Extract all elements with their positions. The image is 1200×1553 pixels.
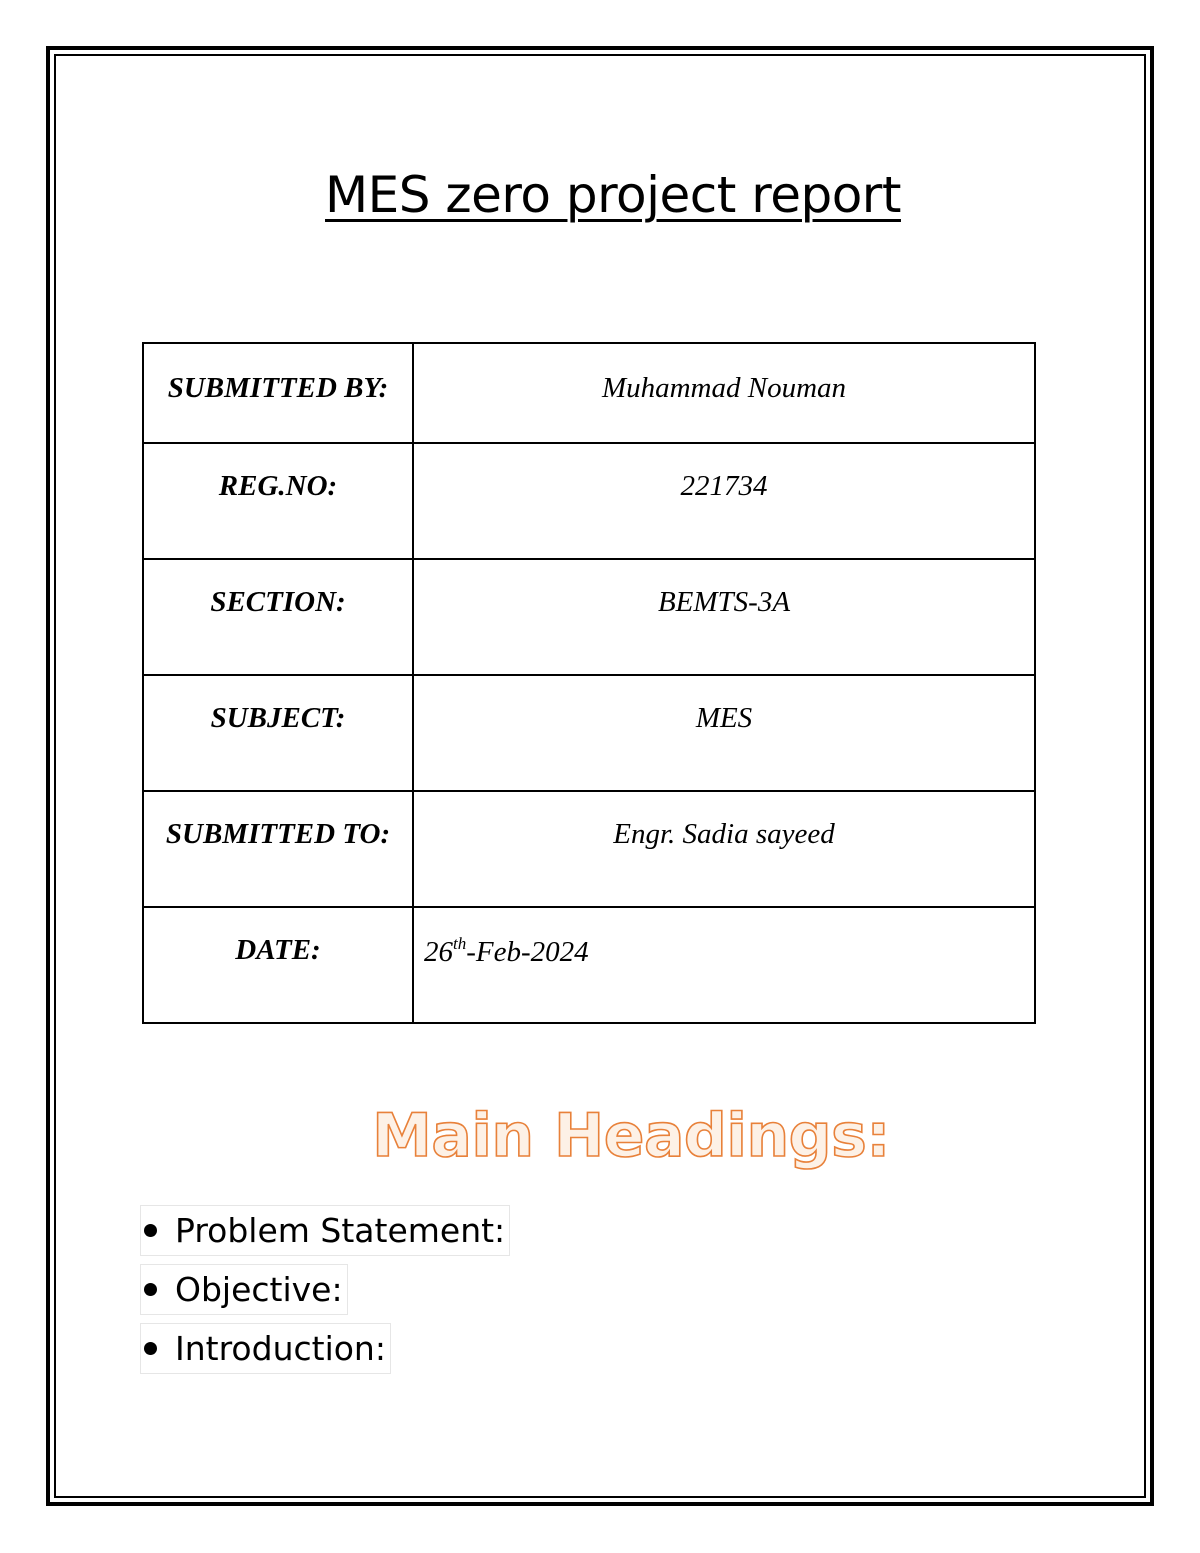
bullet-icon (144, 1283, 157, 1296)
date-value (413, 907, 1035, 1023)
date-ordinal-suffix: th (453, 934, 467, 953)
heading-problem-statement: Problem Statement: (175, 1211, 506, 1250)
submitted-to-value: Engr. Sadia sayeed (413, 791, 1035, 907)
section-label: SECTION: (143, 559, 413, 675)
document-title: MES zero project report (325, 166, 901, 224)
list-item[interactable] (140, 1323, 391, 1374)
reg-no-label: REG.NO: (143, 443, 413, 559)
section-value: BEMTS-3A (413, 559, 1035, 675)
submitted-by-value: Muhammad Nouman (413, 343, 1035, 443)
table-row (143, 443, 1035, 559)
bullet-icon (144, 1224, 157, 1237)
date-label: DATE: (143, 907, 413, 1023)
list-item[interactable] (140, 1205, 510, 1256)
heading-objective: Objective: (175, 1270, 343, 1309)
submitted-to-label: SUBMITTED TO: (143, 791, 413, 907)
reg-no-value: 221734 (413, 443, 1035, 559)
bullet-icon (144, 1342, 157, 1355)
subject-label: SUBJECT: (143, 675, 413, 791)
table-row (143, 791, 1035, 907)
subject-value: MES (413, 675, 1035, 791)
info-table (142, 342, 1036, 1024)
heading-introduction: Introduction: (175, 1329, 386, 1368)
table-row (143, 675, 1035, 791)
date-month-year: -Feb-2024 (466, 936, 589, 968)
submitted-by-label: SUBMITTED BY: (143, 343, 413, 443)
table-row (143, 907, 1035, 1023)
list-item[interactable] (140, 1264, 348, 1315)
table-row (143, 343, 1035, 443)
date-day: 26 (424, 936, 453, 968)
headings-list (140, 1205, 510, 1382)
main-headings-title: Main Headings: (372, 1101, 890, 1171)
table-row (143, 559, 1035, 675)
